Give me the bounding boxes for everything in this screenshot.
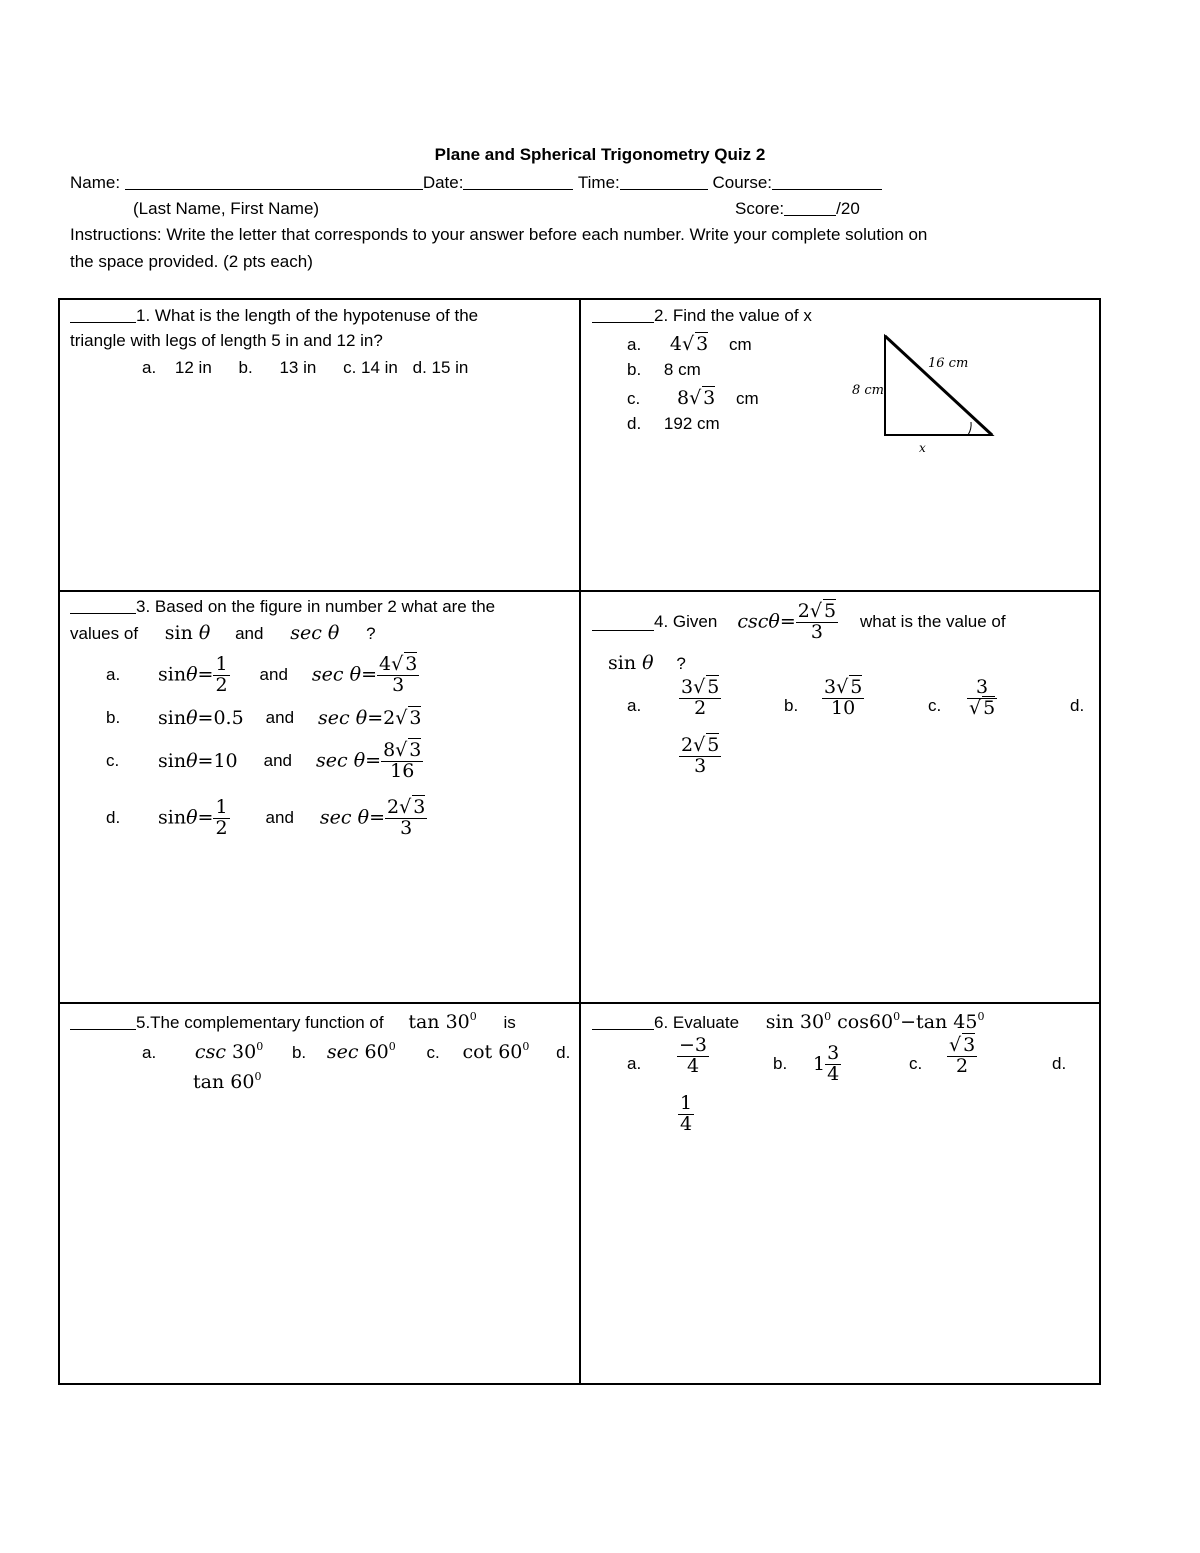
- q1-choice-text: 13 in: [279, 358, 317, 377]
- q1-choice-label: b.: [238, 358, 253, 377]
- instructions-line2: the space provided. (2 pts each): [70, 252, 313, 271]
- q2-stem-text: 2. Find the value of x: [654, 306, 812, 325]
- q3-stem-line2: [70, 622, 376, 644]
- q3-sin: sin: [158, 663, 187, 685]
- q3-eq: =: [367, 707, 384, 729]
- q4-theta: θ: [768, 610, 780, 632]
- q3-b-sec-rad: 3: [409, 707, 422, 729]
- q5-choices: [142, 1040, 570, 1063]
- q6-d-den: 4: [680, 1112, 693, 1135]
- name-label: Name:: [70, 173, 121, 192]
- q3-theta: θ: [186, 663, 198, 685]
- q3-b-sin-val: 0.5: [213, 707, 244, 729]
- q5-deg: 30: [445, 1011, 470, 1033]
- q3-choice-d: d. sinθ= $\frac{1}{2}$ and sec θ= $\frac{2√ 3}{3}$: [106, 795, 426, 839]
- q3-sec: sec: [319, 806, 352, 828]
- q4-what-text: what is the value of: [860, 612, 1006, 631]
- q3-eq: =: [197, 663, 214, 685]
- q6-sup: 0: [824, 1010, 832, 1023]
- q4-a-rad: 5: [707, 676, 720, 698]
- q4-csc: csc: [737, 610, 769, 632]
- q4-sin: sin: [608, 652, 637, 674]
- q4-stem: 4. Given cscθ= $\frac{2√ 5}{3}$ what is the value of: [592, 594, 1006, 650]
- q3-theta: θ: [349, 663, 362, 685]
- q4-d-den: 3: [694, 754, 707, 777]
- q3-theta: θ: [353, 749, 366, 771]
- q4-b-num: 3: [824, 676, 837, 698]
- q3-sec: sec: [318, 707, 350, 729]
- q5-sup: 0: [469, 1010, 477, 1023]
- q4-d-num: 2: [681, 734, 694, 756]
- q6-d-num: 1: [680, 1092, 693, 1114]
- q1-choices: [142, 358, 468, 378]
- q6-expr-cos: cos60: [837, 1011, 894, 1033]
- q3-sin: sin: [158, 806, 187, 828]
- q5-stem: [70, 1010, 516, 1033]
- q2-answer-blank[interactable]: [592, 306, 654, 323]
- q3-a-sec-rad: 3: [405, 652, 418, 675]
- q6-b-whole: 1: [813, 1053, 826, 1075]
- course-blank[interactable]: [772, 173, 882, 190]
- q6-d-label: d.: [1052, 1054, 1067, 1073]
- q1-answer-blank[interactable]: [70, 306, 136, 323]
- date-blank[interactable]: [463, 173, 573, 190]
- q6-c-rad: 3: [963, 1034, 976, 1056]
- q4-given-num: 2: [797, 599, 810, 622]
- q1-stem-line2: triangle with legs of length 5 in and 12 in?: [70, 331, 383, 350]
- q3-a-label: a.: [106, 665, 121, 684]
- q4-eq: =: [779, 610, 796, 632]
- q2-b-text: 8 cm: [663, 360, 701, 379]
- q5-b-label: b.: [291, 1043, 307, 1062]
- q4-a-label: a.: [627, 696, 642, 715]
- q3-d-sin-num: 1: [215, 795, 228, 818]
- q3-theta: θ: [355, 707, 368, 729]
- date-label: Date:: [422, 173, 464, 192]
- header-line: [70, 173, 882, 193]
- q2-a-coef: 4: [669, 333, 683, 355]
- score-line: [735, 199, 860, 219]
- q3-b-sec-coef: 2: [383, 707, 396, 729]
- q3-eq: =: [197, 707, 214, 729]
- q3-eq: =: [365, 749, 382, 771]
- q3-and: and: [235, 624, 264, 643]
- q4-given-rad: 5: [823, 599, 837, 622]
- q3-a-sec-num: 4: [378, 652, 392, 675]
- q4-c-label: c.: [928, 696, 942, 715]
- q5-tan: tan: [408, 1011, 440, 1033]
- q3-theta: θ: [186, 750, 198, 772]
- q3-choice-c: c. sinθ=10 and sec θ= $\frac{8√ 3}{16}$: [106, 738, 422, 782]
- q6-c-den: 2: [956, 1054, 969, 1077]
- q5-is: is: [503, 1013, 516, 1032]
- table-left-border: [58, 298, 60, 1385]
- angle-arc: [968, 422, 971, 435]
- table-mid-border: [579, 298, 581, 1385]
- score-label: Score:: [735, 199, 785, 218]
- q4-theta: θ: [642, 652, 654, 674]
- q2-c-label: c.: [627, 389, 641, 408]
- q3-choice-b: b. sinθ=0.5 and sec θ=2√ 3: [106, 707, 422, 729]
- q1-choice-text: 12 in: [174, 358, 212, 377]
- q4-choices: a. $\frac{3√ 5}{2}$ b. $\frac{3√ 5}{10}$ c. $\frac{3}{√ 5}$ d.: [627, 676, 1085, 719]
- q5-c-deg: 60: [498, 1041, 523, 1063]
- q2-choice-b: [627, 360, 701, 380]
- q6-a-den: 4: [686, 1054, 700, 1077]
- q2-a-rad: 3: [696, 333, 709, 355]
- q6-sup: 0: [893, 1010, 901, 1023]
- q6-choice-d-value: [678, 1094, 694, 1135]
- score-total: /20: [836, 199, 860, 218]
- q3-c-sin-val: 10: [213, 750, 238, 772]
- q3-theta: θ: [186, 806, 198, 828]
- q5-d-fn: tan: [193, 1071, 225, 1093]
- triangle-hypotenuse: [885, 336, 992, 435]
- q3-theta: θ: [327, 622, 340, 644]
- page-title: Plane and Spherical Trigonometry Quiz 2: [434, 145, 766, 164]
- q4-d-label: d.: [1070, 696, 1085, 715]
- q5-choice-d-value: [193, 1070, 261, 1093]
- q3-eq: =: [361, 663, 377, 685]
- q2-triangle-figure: [848, 326, 998, 456]
- q6-sup: 0: [977, 1010, 985, 1023]
- q5-c-label: c.: [426, 1043, 440, 1062]
- q6-answer-blank[interactable]: [592, 1013, 654, 1030]
- q2-d-label: d.: [627, 414, 642, 433]
- q2-choice-a: a. 4√ 3 cm: [627, 333, 752, 355]
- q4-choice-d-value: $\frac{2√ 5}{3}$: [681, 734, 720, 777]
- q5-d-deg: 60: [230, 1071, 255, 1093]
- q5-answer-blank[interactable]: [70, 1013, 136, 1030]
- q3-a-sec-den: 3: [392, 673, 405, 696]
- name-blank[interactable]: [125, 173, 423, 190]
- q5-c-fn: cot: [462, 1041, 493, 1063]
- q1-stem-text: 1. What is the length of the hypotenuse of the: [136, 306, 479, 325]
- q3-sec: sec: [290, 622, 322, 644]
- q5-a-fn: csc: [194, 1041, 226, 1063]
- q4-stem-text: 4. Given: [654, 612, 718, 631]
- q6-c-label: c.: [909, 1054, 923, 1073]
- q2-c-coef: 8: [676, 387, 690, 409]
- q3-theta: θ: [186, 707, 198, 729]
- course-label: Course:: [712, 173, 773, 192]
- q3-and: and: [263, 751, 293, 770]
- q3-eq: =: [197, 750, 214, 772]
- q1-stem: [70, 306, 478, 326]
- q6-expr-sin: sin 30: [765, 1011, 825, 1033]
- q4-a-den: 2: [694, 696, 707, 719]
- q6-b-den: 4: [827, 1062, 840, 1085]
- time-blank[interactable]: [620, 173, 708, 190]
- table-right-border: [1099, 298, 1101, 1385]
- q5-sup: 0: [522, 1040, 530, 1053]
- q3-choice-a: a. sinθ= $\frac{1}{2}$ and sec θ= $\frac{4√ 3}{3}$: [106, 652, 418, 696]
- instructions-line1: Instructions: Write the letter that corresponds to your answer before each number. Write your complete solution on: [70, 225, 928, 244]
- q3-theta: θ: [357, 806, 370, 828]
- q6-stem-text: 6. Evaluate: [654, 1013, 740, 1032]
- q3-d-sin-den: 2: [215, 816, 228, 839]
- q4-b-rad: 5: [850, 676, 863, 698]
- q2-a-label: a.: [627, 335, 642, 354]
- q1-choice-text: d. 15 in: [412, 358, 469, 377]
- q3-c-sec-den: 16: [390, 759, 415, 782]
- q3-d-sec-rad: 3: [413, 795, 426, 818]
- q4-b-den: 10: [831, 696, 856, 719]
- q3-and: and: [265, 708, 295, 727]
- q2-a-unit: cm: [728, 335, 752, 354]
- name-hint: (Last Name, First Name): [133, 199, 320, 218]
- time-label: Time:: [577, 173, 620, 192]
- q3-eq: =: [197, 806, 214, 828]
- q3-and: and: [265, 808, 294, 827]
- q3-sin: sin: [158, 707, 187, 729]
- q6-a-label: a.: [627, 1054, 642, 1073]
- q4-c-num: 3: [967, 678, 997, 699]
- q5-sup: 0: [256, 1040, 264, 1053]
- q2-choice-d: [627, 414, 720, 434]
- q3-sec: sec: [311, 663, 344, 685]
- q3-d-label: d.: [106, 808, 121, 827]
- q4-c-rad: 5: [983, 696, 996, 719]
- q3-sin: sin: [158, 750, 187, 772]
- q6-b-num: 3: [827, 1041, 840, 1064]
- q5-a-deg: 30: [232, 1041, 257, 1063]
- q3-stem-text: 3. Based on the figure in number 2 what are the: [136, 597, 496, 616]
- q5-b-deg: 60: [364, 1041, 389, 1063]
- q3-b-label: b.: [106, 708, 121, 727]
- q6-a-num: −3: [679, 1034, 708, 1056]
- q4-d-rad: 5: [707, 734, 720, 756]
- q3-a-sin-den: 2: [215, 673, 228, 696]
- q4-stem-line2: [608, 652, 686, 674]
- q6-stem: [592, 1010, 984, 1033]
- q3-d-sec-num: 2: [386, 795, 400, 818]
- q4-question-mark: ?: [676, 654, 686, 673]
- q1-choice-text: c. 14 in: [343, 358, 398, 377]
- q2-stem: [592, 306, 812, 326]
- q2-choice-c: c. 8√ 3 cm: [627, 387, 759, 409]
- label-leg: 8 cm: [852, 383, 885, 398]
- q5-a-label: a.: [142, 1043, 157, 1062]
- q5-b-fn: sec: [326, 1041, 359, 1063]
- q3-question-mark: ?: [366, 624, 376, 643]
- q6-b-label: b.: [773, 1054, 788, 1073]
- q3-and: and: [259, 665, 288, 684]
- q3-c-label: c.: [106, 751, 120, 770]
- q4-given-den: 3: [810, 620, 823, 643]
- score-blank[interactable]: [784, 199, 836, 216]
- q4-a-num: 3: [681, 676, 694, 698]
- q3-d-sec-den: 3: [400, 816, 413, 839]
- q5-sup: 0: [388, 1040, 396, 1053]
- q6-choices: a. $\frac{-3}{4}$ b. 1 $\frac{3}{4}$ c. $\frac{√ 3}{2}$ d.: [627, 1034, 1067, 1085]
- q3-c-sec-num: 8: [383, 738, 396, 761]
- q5-sup: 0: [254, 1070, 262, 1083]
- q3-eq: =: [369, 806, 385, 828]
- q3-a-sin-num: 1: [215, 652, 228, 675]
- q1-choice-label: a.: [142, 358, 157, 377]
- q2-c-rad: 3: [703, 387, 716, 409]
- q6-expr-tan: −tan 45: [900, 1011, 978, 1033]
- q3-sin: sin: [164, 622, 193, 644]
- q3-answer-blank[interactable]: [70, 597, 136, 614]
- label-hyp: 16 cm: [928, 356, 969, 371]
- q3-stem: [70, 597, 495, 617]
- q5-stem-text: 5.The complementary function of: [136, 1013, 384, 1032]
- q3-theta: θ: [198, 622, 211, 644]
- q3-values-of: values of: [70, 624, 139, 643]
- label-x: x: [919, 441, 926, 455]
- q4-answer-blank[interactable]: [592, 614, 654, 631]
- q4-b-label: b.: [784, 696, 799, 715]
- q2-c-unit: cm: [736, 389, 759, 408]
- q3-sec: sec: [316, 749, 348, 771]
- q3-c-sec-rad: 3: [409, 738, 422, 761]
- q5-d-label: d.: [556, 1043, 571, 1062]
- q2-d-text: 192 cm: [663, 414, 720, 433]
- q2-b-label: b.: [627, 360, 642, 379]
